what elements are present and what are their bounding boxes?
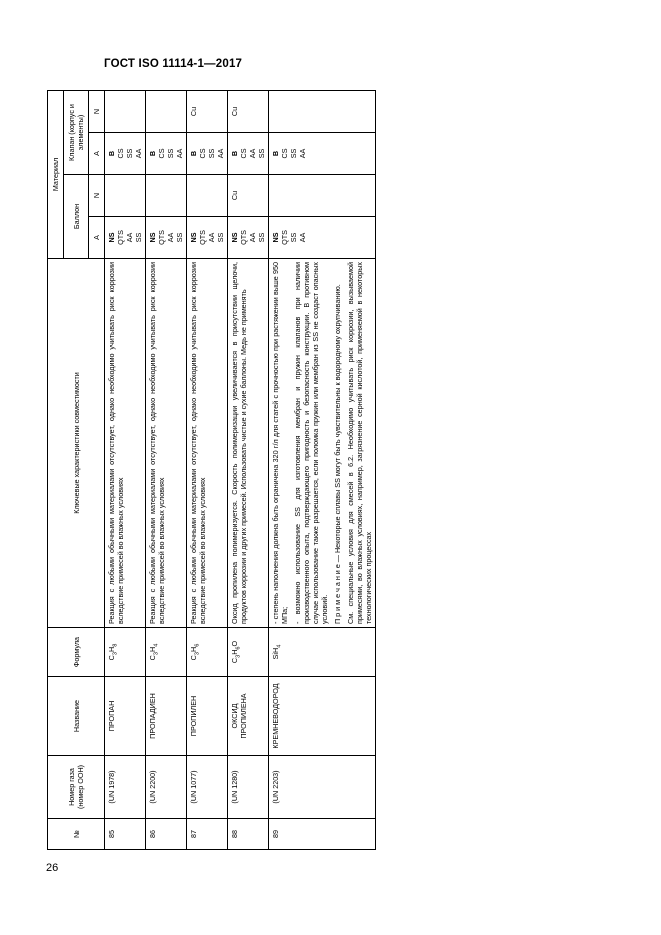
cell-valve-n: Cu bbox=[187, 91, 228, 133]
cell-gas-name: КРЕМНЕВОДОРОД bbox=[269, 677, 376, 756]
cell-un-number: (UN 2200) bbox=[146, 756, 187, 819]
compatibility-table bbox=[47, 90, 376, 850]
col-header-no: № bbox=[48, 819, 105, 850]
cell-no: 87 bbox=[187, 819, 228, 850]
cell-cylinder-a: NS QTS SS AA bbox=[269, 217, 376, 259]
cell-formula: $C_3H_8$ bbox=[105, 628, 146, 677]
cell-formula: $C_3H_6$ bbox=[187, 628, 228, 677]
cell-un-number: (UN 1978) bbox=[105, 756, 146, 819]
table-header bbox=[48, 91, 105, 850]
table-body bbox=[105, 91, 376, 850]
table-row bbox=[105, 91, 146, 850]
col-header-cylinder-n: N bbox=[89, 175, 105, 217]
cell-cylinder-n bbox=[269, 175, 376, 217]
cell-no: 85 bbox=[105, 819, 146, 850]
cell-cylinder-n bbox=[187, 175, 228, 217]
standard-designation: ГОСТ ISO 11114-1—2017 bbox=[104, 58, 243, 70]
cell-characteristics: - степень наполнения должна быть ограничена 320 г/л для статей с прочностью при растяжении выше 950 МПа; - возможно использование SS для изготовления мембран и пружин клапанов при наличии производственного опыта, подтверждающего пригодность и безопасность конструкции. В противном случае использование также разрешается, если поломка пружин или мембран из SS не создаст опасных условий. П р и м е ч а н и е — Некоторые сплавы SS могут быть чувствительны к водородному охрупчиванию. См. специальные условия для смесей в 6.2. Необходимо учитывать риск коррозии, вызываемой примесями, во влажных условиях, например, загрязнение серной кислотой, применяемой в некоторых технологических процессах bbox=[269, 259, 376, 628]
cell-valve-n bbox=[146, 91, 187, 133]
cell-cylinder-a: NS QTS AA SS bbox=[187, 217, 228, 259]
col-header-name: Название bbox=[48, 677, 105, 756]
cell-un-number: (UN 1280) bbox=[228, 756, 269, 819]
cell-formula: $C_3H_6O$ bbox=[228, 628, 269, 677]
cell-valve-a: B CS SS AA bbox=[105, 133, 146, 175]
table-row bbox=[269, 91, 376, 850]
cell-cylinder-n: Cu bbox=[228, 175, 269, 217]
col-header-formula: Формула bbox=[48, 628, 105, 677]
col-header-characteristics: Ключевые характеристики совместимости bbox=[48, 259, 105, 628]
cell-gas-name: ПРОПИЛЕН bbox=[187, 677, 228, 756]
col-header-valve: Клапан (корпус и элементы) bbox=[64, 91, 89, 175]
cell-characteristics: Реакция с любыми обычными материалами отсутствует, однако необходимо учитывать риск коррозии вследствие примесей во влажных условиях bbox=[105, 259, 146, 628]
page-number: 26 bbox=[46, 862, 59, 874]
cell-valve-a: B CS SS AA bbox=[146, 133, 187, 175]
table-header-row-1 bbox=[48, 91, 64, 850]
cell-valve-n bbox=[105, 91, 146, 133]
cell-valve-n: Cu bbox=[228, 91, 269, 133]
col-header-valve-n: N bbox=[89, 91, 105, 133]
rotated-table-container bbox=[47, 90, 617, 850]
cell-cylinder-a: NS QTS AA SS bbox=[228, 217, 269, 259]
col-header-cylinder-a: A bbox=[89, 217, 105, 259]
cell-characteristics: Реакция с любыми обычными материалами отсутствует, однако необходимо учитывать риск коррозии вследствие примесей во влажных условиях bbox=[187, 259, 228, 628]
cell-valve-a: B CS SS AA bbox=[269, 133, 376, 175]
cell-cylinder-a: NS QTS AA SS bbox=[146, 217, 187, 259]
cell-cylinder-a: NS QTS AA SS bbox=[105, 217, 146, 259]
table-row bbox=[228, 91, 269, 850]
cell-cylinder-n bbox=[146, 175, 187, 217]
table-row bbox=[146, 91, 187, 850]
cell-no: 89 bbox=[269, 819, 376, 850]
cell-valve-a: B CS SS AA bbox=[187, 133, 228, 175]
cell-valve-n bbox=[269, 91, 376, 133]
cell-un-number: (UN 2203) bbox=[269, 756, 376, 819]
cell-characteristics: Оксид пропилена полимеризуется. Скорость полимеризации увеличивается в присутствии щелочи, продуктов коррозии и других примесей. Использовать чистые и сухие баллоны. Медь не применять bbox=[228, 259, 269, 628]
cell-gas-name: ПРОПАДИЕН bbox=[146, 677, 187, 756]
col-header-valve-a: A bbox=[89, 133, 105, 175]
cell-formula: SiH$_4$ bbox=[269, 628, 376, 677]
cell-no: 86 bbox=[146, 819, 187, 850]
cell-formula: $C_3H_4$ bbox=[146, 628, 187, 677]
cell-no: 88 bbox=[228, 819, 269, 850]
cell-un-number: (UN 1077) bbox=[187, 756, 228, 819]
cell-characteristics: Реакция с любыми обычными материалами отсутствует, однако необходимо учитывать риск коррозии вследствие примесей во влажных условиях bbox=[146, 259, 187, 628]
cell-gas-name: ПРОПАН bbox=[105, 677, 146, 756]
col-header-material: Материал bbox=[48, 91, 64, 259]
cell-gas-name: ОКСИД ПРОПИЛЕНА bbox=[228, 677, 269, 756]
cell-cylinder-n bbox=[105, 175, 146, 217]
cell-valve-a: B CS AA SS bbox=[228, 133, 269, 175]
table-row bbox=[187, 91, 228, 850]
col-header-un: Номер газа (номер ООН) bbox=[48, 756, 105, 819]
col-header-cylinder: Баллон bbox=[64, 175, 89, 259]
